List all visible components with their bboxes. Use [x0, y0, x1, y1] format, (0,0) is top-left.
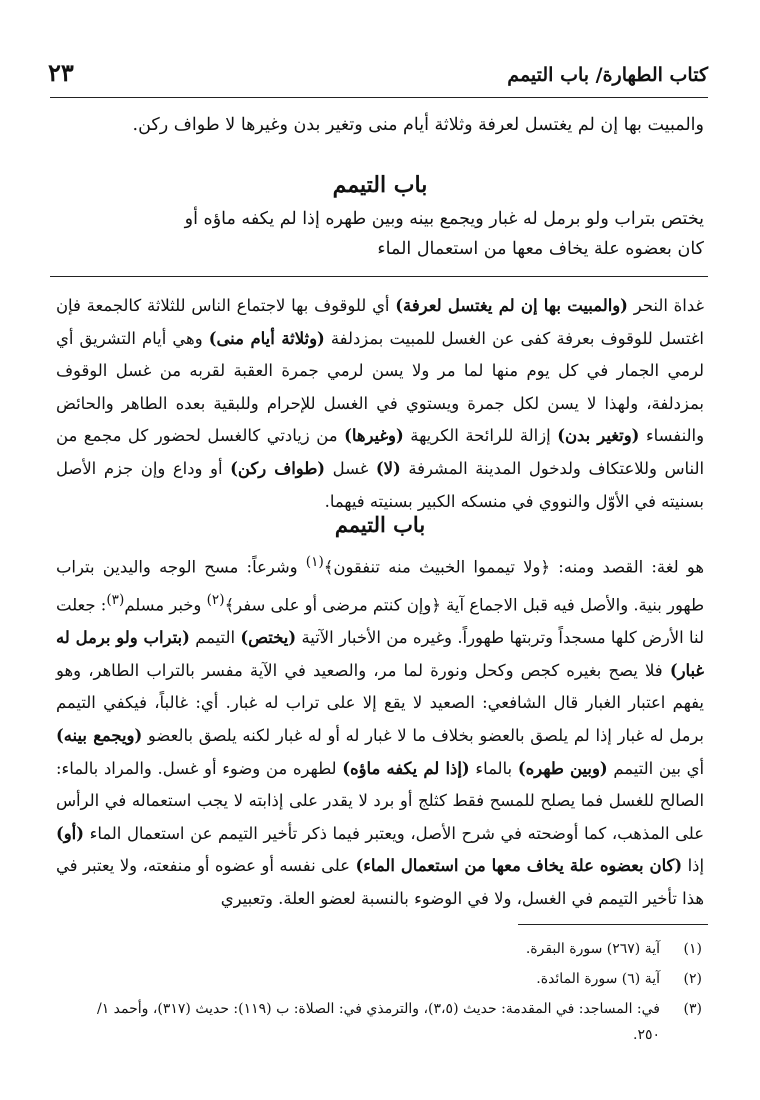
commentary-text: أو وداع وإن جزم الأصل بسنيته في الأوّل والنووي في منسكه الكبير بسنيته فيهما.: [56, 458, 704, 511]
page-number: ٢٣: [48, 58, 74, 87]
commentary-text: وخبر مسلم: [124, 595, 207, 615]
footnote-ref: (٢): [206, 592, 225, 609]
quoted-matn: (طواف ركن): [230, 458, 326, 478]
commentary-text: هو لغة: القصد ومنه: ﴿ولا تيمموا الخبيث منه تنفقون﴾: [323, 557, 704, 577]
commentary-text: التيمم: [189, 628, 241, 648]
commentary-text: أي بين التيمم: [607, 758, 704, 778]
matn-heading: باب التيمم: [332, 172, 428, 198]
commentary-text: فلا يصح بغيره كجص وكحل ونورة لما مر، والصعيد في الآية مفسر بالتراب الطاهر، وهو يفهم اعتبار الغبار قال الشافعي: الصعيد لا يقع إلا على تراب له غبار. أي: غالباً، فيكفي التيمم برمل له غبار إذا لم يلصق بالعضو بخلاف ما لا غبار له أو له غبار لكنه يلصق بالعضو: [56, 660, 704, 745]
quoted-matn: (إذا لم يكفه ماؤه): [342, 758, 470, 778]
commentary-text: : جعلت لنا الأرض كلها مسجداً وتربتها طهوراً. وغيره من الأخبار الآتية: [56, 595, 704, 648]
header-title: كتاب الطهارة/ باب التيمم: [507, 64, 708, 86]
quoted-matn: (وغيرها): [344, 426, 404, 446]
matn-line-2: كان بعضوه علة يخاف معها من استعمال الماء: [377, 239, 704, 259]
header-rule: [50, 97, 708, 98]
commentary-text: أي للوقوف بها لاجتماع الناس للثلاثة كالجمعة فإن اغتسل للوقوف بعرفة كفى عن الغسل للمبيت بمزدلفة: [56, 296, 704, 348]
quoted-matn: (وبين طهره): [517, 758, 608, 778]
footnote-ref: (٣): [106, 592, 125, 609]
commentary-heading: باب التيمم: [334, 512, 426, 537]
footnote-ref: (١): [305, 554, 324, 570]
quoted-matn: (أو): [56, 823, 84, 843]
quoted-matn: (كان بعضوه علة يخاف معها من استعمال الماء): [355, 856, 683, 876]
commentary-text: من زيادتي كالغسل لحضور كل مجمع من الناس وللاعتكاف ولدخول المدينة المشرفة: [56, 426, 705, 478]
quoted-matn: (وتغير بدن): [557, 426, 640, 446]
footnote-1: [70, 934, 702, 964]
quoted-matn: (وثلاثة أيام منى): [208, 328, 325, 348]
footnote-text: في: المساجد: في المقدمة: حديث (٣،٥)، والترمذي في: الصلاة: ب (١١٩): حديث (٣١٧)، وأحمد ١/ ٢٥٠.: [96, 1001, 660, 1043]
quoted-matn: (يختص): [240, 628, 297, 648]
matn-line-1: يختص بتراب ولو برمل له غبار ويجمع بينه وبين طهره إذا لم يكفه ماؤه أو: [184, 209, 704, 229]
commentary-text: لطهره من وضوء أو غسل. والمراد بالماء: الصالح للغسل فما يصلح للمسح فقط كثلج أو برد لا يقدر على إذابته لا يجب استعماله في الرأس على المذهب، كما أوضحته في شرح الأصل، ويعتبر فيما ذكر تأخير التيمم عن استعمال الماء: [56, 758, 704, 843]
footnote-number: (١): [683, 941, 702, 957]
commentary-block-2: [56, 546, 704, 915]
quoted-matn: (والمبيت بها إن لم يغتسل لعرفة): [395, 296, 628, 315]
commentary-text: وهي أيام التشريق أي لرمي الجمار في كل يوم منها لما مر ولا يسن لرمي جمرة العقبة لقربه من غسل الوقوف بمزدلفة، ولهذا لا يسن لكل جمرة ويستوي في الغسل للإحرام وللبقية بعده الطاهر والحائض والنفساء: [56, 328, 704, 446]
commentary-text: إزالة للرائحة الكريهة: [410, 426, 551, 446]
footnote-3: [70, 994, 702, 1048]
quoted-matn: (ويجمع بينه): [56, 725, 143, 745]
commentary-text: وشرعاً: مسح الوجه واليدين بتراب طهور بنية. والأصل فيه قبل الاجماع آية ﴿وإن كنتم مرضى أو على سفر﴾: [56, 557, 705, 615]
quoted-matn: (لا): [375, 458, 401, 478]
commentary-text: غسل: [332, 458, 369, 478]
footnote-number: (٢): [683, 971, 702, 987]
commentary-block-1: [56, 290, 704, 518]
commentary-text: على نفسه أو عضوه أو منفعته، ولا يعتبر في هذا تأخير التيمم في الغسل، ولا في الوضوء بالنسبة لعضو العلة. وتعبيري: [56, 856, 704, 908]
footnote-text: آية (٦) سورة المائدة.: [536, 971, 660, 987]
footnote-2: [70, 964, 702, 994]
quoted-matn: (بتراب ولو برمل له غبار): [56, 628, 704, 680]
running-header: [48, 58, 708, 92]
commentary-text: بالماء: [469, 758, 518, 778]
matn-continuation: والمبيت بها إن لم يغتسل لعرفة وثلاثة أيام منى وتغير بدن وغيرها لا طواف ركن.: [132, 115, 704, 135]
commentary-text: إذا: [682, 856, 704, 876]
footnote-rule: [518, 924, 708, 925]
commentary-text: غداة النحر: [633, 296, 704, 315]
footnotes: [70, 934, 702, 1048]
footnote-text: آية (٢٦٧) سورة البقرة.: [525, 941, 660, 957]
footnote-number: (٣): [683, 1001, 702, 1017]
matn-sharh-separator: [50, 276, 708, 277]
